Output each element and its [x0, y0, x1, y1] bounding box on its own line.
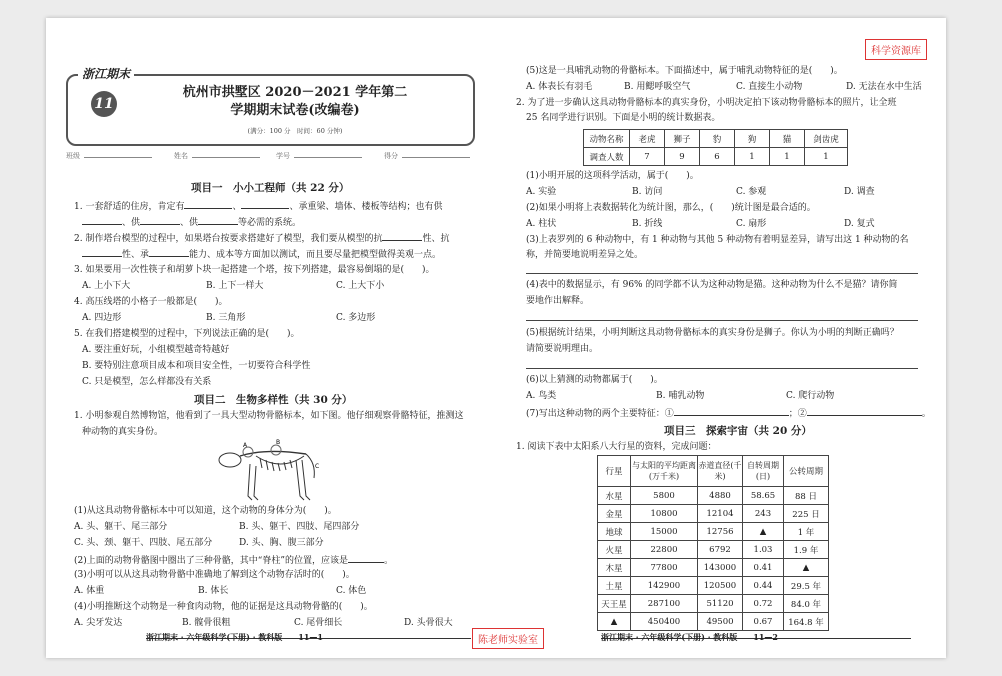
survey-q6-option-c: C. 爬行动物 — [786, 391, 835, 401]
survey-q5-cont: 请简要说明理由。 — [526, 344, 599, 354]
sub-q4-option-d: D. 头骨很大 — [404, 618, 453, 628]
question-2-2: 2. 为了进一步确认这具动物骨骼标本的真实身份，小明决定拍下该动物骨骼标本的照片，让全班 — [516, 98, 897, 108]
question-2-2-cont: 25 名同学进行识别。下面是小明的统计数据表。 — [526, 113, 721, 123]
survey-q1-option-b: B. 访问 — [632, 187, 663, 197]
sub-q4-option-c: C. 尾骨细长 — [294, 618, 343, 628]
survey-q2-option-d: D. 复式 — [844, 219, 875, 229]
sub-question-1: (1)从这具动物骨骼标本中可以知道，这个动物的身体分为( )。 — [74, 506, 337, 516]
question-1-2: 2. 制作塔台模型的过程中，如果塔台按要求搭建好了模型，我们要从模型的抗 性、抗 — [74, 231, 449, 245]
sub-q4-option-b: B. 髋骨很粗 — [182, 618, 231, 628]
q1-5-option-c: C. 只是模型，怎么样都没有关系 — [82, 377, 212, 387]
sub-question-5: (5)这是一具哺乳动物的骨骼标本。下面描述中，属于哺乳动物特征的是( )。 — [526, 66, 843, 76]
sub-question-4: (4)小明推断这个动物是一种食肉动物，他的证据是这具动物骨骼的( )。 — [74, 602, 373, 612]
question-1-5: 5. 在我们搭建模型的过程中，下列说法正确的是( )。 — [74, 329, 300, 339]
survey-q5: (5)根据统计结果，小明判断这具动物骨骼标本的真实身份是狮子。你认为小明的判断正确吗？ — [526, 328, 899, 338]
sub-q1-option-a: A. 头、躯干、尾三部分 — [74, 522, 168, 532]
question-1-1: 1. 一套舒适的住房，肯定有 、 、承重梁、墙体、楼板等结构；也有供 — [74, 199, 442, 213]
survey-q6-option-b: B. 哺乳动物 — [656, 391, 705, 401]
planet-table — [597, 455, 829, 631]
stamp-top: 科学资源库 — [865, 39, 927, 60]
animal-survey-table — [583, 129, 848, 166]
sub-q1-option-d: D. 头、胸、腹三部分 — [239, 538, 324, 548]
survey-q2-option-c: C. 扇形 — [736, 219, 767, 229]
q1-4-option-a: A. 四边形 — [82, 313, 122, 323]
field-score: 得分 — [384, 150, 470, 161]
stamp-bottom: 陈老师实验室 — [472, 628, 544, 649]
table-row: 天王星 287100 51120 0.72 84.0 年 — [598, 595, 829, 613]
sub-q1-option-b: B. 头、躯干、四肢、尾四部分 — [239, 522, 360, 532]
survey-q2-option-b: B. 折线 — [632, 219, 663, 229]
sub-q3-option-b: B. 体长 — [198, 586, 229, 596]
q1-4-option-b: B. 三角形 — [206, 313, 246, 323]
survey-q3-cont: 称，并简要地说明差异之处。 — [526, 250, 644, 260]
q1-5-option-b: B. 要特别注意项目成本和项目安全性，一切要符合科学性 — [82, 361, 311, 371]
table-header-row: 行星 与太阳的平均距离(万千米) 赤道直径(千米) 自转周期(日) 公转周期 — [598, 456, 829, 487]
survey-q3: (3)上表罗列的 6 种动物中，有 1 种动物与其他 5 种动物有着明显差异，请写出这 1 种动物的名 — [526, 235, 909, 245]
exam-title: 杭州市拱墅区 2020－2021 学年第二 学期期末试卷(改编卷) — [182, 85, 408, 118]
table-row: 木星 77800 143000 0.41 ▲ — [598, 559, 829, 577]
table-row: 水星 5800 4880 58.65 88 日 — [598, 487, 829, 505]
table-row: 金星 10800 12104 243 225 日 — [598, 505, 829, 523]
q1-5-option-a: A. 要注重好玩，小组模型越奇特越好 — [82, 345, 230, 355]
survey-q6: (6)以上猜测的动物都属于( )。 — [526, 375, 663, 385]
q1-3-option-b: B. 上下一样大 — [206, 281, 264, 291]
survey-q6-option-a: A. 鸟类 — [526, 391, 557, 401]
question-2-1: 1. 小明参观自然博物馆，他看到了一具大型动物骨骼标本，如下图。他仔细观察骨骼特征，推测这 — [74, 411, 464, 421]
exam-sheet — [46, 18, 946, 658]
logo: 浙江期末 — [78, 65, 134, 82]
answer-line-4 — [526, 320, 918, 321]
question-1-2-cont: 性、承 能力、成本等方面加以测试，而且要尽量把模型做得美观一点。 — [82, 247, 441, 261]
q1-4-option-c: C. 多边形 — [336, 313, 376, 323]
survey-q4-cont: 要地作出解释。 — [526, 296, 590, 306]
sub-q5-option-c: C. 直接生小动物 — [736, 82, 803, 92]
table-header-row: 动物名称 老虎 狮子 豹 狗 猫 剑齿虎 — [584, 130, 848, 148]
question-1-4: 4. 高压线塔的小格子一般都是( )。 — [74, 297, 228, 307]
sub-q1-option-c: C. 头、颈、躯干、四肢、尾五部分 — [74, 538, 213, 548]
question-1-1-cont: 、供 、供 等必需的系统。 — [82, 215, 301, 229]
survey-q2-option-a: A. 柱状 — [526, 219, 557, 229]
section2-title: 项目二 生物多样性（共 30 分） — [194, 394, 353, 406]
sub-q3-option-a: A. 体重 — [74, 586, 105, 596]
exam-subtitle: (满分：100 分 时间：60 分钟) — [247, 127, 343, 135]
table-row: ▲ 450400 49500 0.67 164.8 年 — [598, 613, 829, 631]
field-class: 班级 — [66, 150, 152, 161]
section1-title: 项目一 小小工程师（共 22 分） — [191, 182, 350, 194]
survey-q1: (1)小明开展的这项科学活动，属于( )。 — [526, 171, 699, 181]
survey-q1-option-d: D. 调查 — [844, 187, 875, 197]
question-3-1: 1. 阅读下表中太阳系八大行星的资料，完成问题： — [516, 442, 717, 452]
survey-q1-option-c: C. 参观 — [736, 187, 767, 197]
figure-label-b: B — [276, 439, 281, 446]
left-footer: 浙江期末 · 六年级科学(下册) · 教科版 11—1 — [146, 632, 323, 642]
sub-question-3: (3)小明可以从这具动物骨骼中准确地了解到这个动物存活时的( )。 — [74, 570, 355, 580]
q1-3-option-c: C. 上大下小 — [336, 281, 385, 291]
table-row: 调查人数 7 9 6 1 1 1 — [584, 148, 848, 166]
figure-label-a: A — [243, 442, 248, 449]
question-1-3: 3. 如果要用一次性筷子和胡萝卜块一起搭建一个塔，按下列搭建，最容易倒塌的是( )。 — [74, 265, 435, 275]
sub-q4-option-a: A. 尖牙发达 — [74, 618, 123, 628]
field-id: 学号 — [276, 150, 362, 161]
question-2-1-cont: 种动物的真实身份。 — [82, 427, 164, 437]
survey-q7: (7)写出这种动物的两个主要特征：① ；② 。 — [526, 406, 931, 420]
section3-title: 项目三 探索宇宙（共 20 分） — [664, 425, 812, 437]
figure-label-c: C — [315, 463, 320, 470]
table-row: 火星 22800 6792 1.03 1.9 年 — [598, 541, 829, 559]
sub-q3-option-c: C. 体色 — [336, 586, 367, 596]
skeleton-figure — [216, 438, 326, 503]
field-name: 姓名 — [174, 150, 260, 161]
survey-q4: (4)表中的数据显示，有 96% 的同学都不认为这种动物是猫。这种动物为什么不是猫？请你简 — [526, 280, 898, 290]
table-row: 地球 15000 12756 ▲ 1 年 — [598, 523, 829, 541]
answer-line-5 — [526, 368, 918, 369]
sub-question-2: (2)上面的动物骨骼图中圈出了三种骨骼，其中“脊柱”的位置，应该是 。 — [74, 553, 393, 567]
survey-q2: (2)如果小明将上表数据转化为统计图，那么，( )统计图是最合适的。 — [526, 203, 816, 213]
sub-q5-option-b: B. 用鳃呼吸空气 — [624, 82, 691, 92]
right-footer: 浙江期末 · 六年级科学(下册) · 教科版 11—2 — [601, 632, 778, 642]
q1-3-option-a: A. 上小下大 — [82, 281, 131, 291]
table-row: 土星 142900 120500 0.44 29.5 年 — [598, 577, 829, 595]
sub-q5-option-a: A. 体表长有羽毛 — [526, 82, 593, 92]
exam-number-badge: 11 — [91, 91, 117, 117]
survey-q1-option-a: A. 实验 — [526, 187, 557, 197]
sub-q5-option-d: D. 无法在水中生活 — [846, 82, 922, 92]
answer-line-3 — [526, 273, 918, 274]
